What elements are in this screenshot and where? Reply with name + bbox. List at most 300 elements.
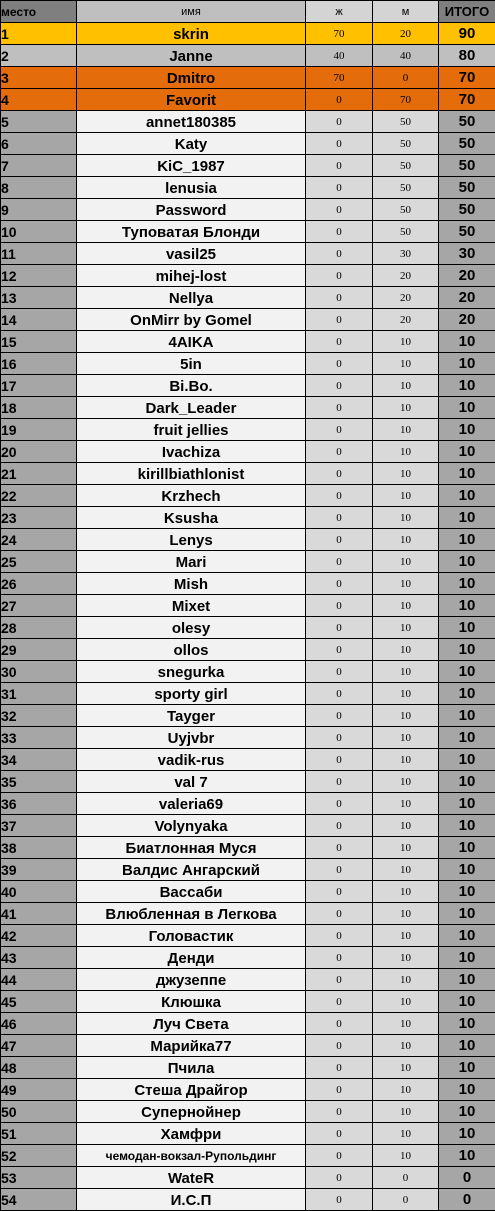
table-row [1, 221, 495, 243]
table-row [1, 375, 495, 397]
name-cell: Mixet [77, 595, 306, 617]
w-score-cell: 0 [306, 551, 373, 573]
m-score-cell: 10 [373, 661, 439, 683]
place-cell: 32 [1, 705, 77, 727]
table-row [1, 947, 495, 969]
table-row [1, 903, 495, 925]
name-cell: Mish [77, 573, 306, 595]
table-row [1, 199, 495, 221]
total-cell: 10 [439, 793, 495, 815]
m-score-cell: 10 [373, 1101, 439, 1123]
name-cell: Janne [77, 45, 306, 67]
name-cell: джузеппе [77, 969, 306, 991]
total-cell: 20 [439, 309, 495, 331]
header-w: ж [306, 1, 373, 23]
table-row [1, 265, 495, 287]
m-score-cell: 10 [373, 815, 439, 837]
name-cell: Ksusha [77, 507, 306, 529]
table-row [1, 1035, 495, 1057]
table-row [1, 1123, 495, 1145]
name-cell: Volynyaka [77, 815, 306, 837]
total-cell: 10 [439, 881, 495, 903]
w-score-cell: 0 [306, 969, 373, 991]
total-cell: 10 [439, 947, 495, 969]
w-score-cell: 0 [306, 661, 373, 683]
table-row [1, 859, 495, 881]
m-score-cell: 10 [373, 485, 439, 507]
table-row [1, 45, 495, 67]
m-score-cell: 10 [373, 331, 439, 353]
total-cell: 50 [439, 133, 495, 155]
total-cell: 10 [439, 925, 495, 947]
w-score-cell: 0 [306, 815, 373, 837]
w-score-cell: 0 [306, 639, 373, 661]
header-m: м [373, 1, 439, 23]
total-cell: 10 [439, 815, 495, 837]
m-score-cell: 10 [373, 463, 439, 485]
m-score-cell: 10 [373, 573, 439, 595]
results-body [1, 23, 495, 1211]
w-score-cell: 0 [306, 529, 373, 551]
place-cell: 41 [1, 903, 77, 925]
place-cell: 46 [1, 1013, 77, 1035]
w-score-cell: 0 [306, 441, 373, 463]
table-row [1, 925, 495, 947]
table-row [1, 639, 495, 661]
name-cell: Krzhech [77, 485, 306, 507]
name-cell: И.С.П [77, 1189, 306, 1211]
w-score-cell: 0 [306, 353, 373, 375]
place-cell: 34 [1, 749, 77, 771]
m-score-cell: 10 [373, 397, 439, 419]
w-score-cell: 0 [306, 1167, 373, 1189]
name-cell: Dmitro [77, 67, 306, 89]
name-cell: OnMirr by Gomel [77, 309, 306, 331]
total-cell: 10 [439, 1057, 495, 1079]
table-row [1, 177, 495, 199]
w-score-cell: 70 [306, 67, 373, 89]
total-cell: 10 [439, 485, 495, 507]
table-row [1, 727, 495, 749]
m-score-cell: 50 [373, 111, 439, 133]
total-cell: 10 [439, 375, 495, 397]
name-cell: snegurka [77, 661, 306, 683]
m-score-cell: 50 [373, 199, 439, 221]
name-cell: Пчила [77, 1057, 306, 1079]
table-row [1, 991, 495, 1013]
w-score-cell: 0 [306, 617, 373, 639]
name-cell: 4AIKA [77, 331, 306, 353]
place-cell: 18 [1, 397, 77, 419]
m-score-cell: 10 [373, 793, 439, 815]
place-cell: 48 [1, 1057, 77, 1079]
table-row [1, 441, 495, 463]
table-row [1, 771, 495, 793]
m-score-cell: 10 [373, 441, 439, 463]
w-score-cell: 0 [306, 375, 373, 397]
m-score-cell: 10 [373, 991, 439, 1013]
w-score-cell: 0 [306, 1101, 373, 1123]
total-cell: 10 [439, 639, 495, 661]
w-score-cell: 0 [306, 1035, 373, 1057]
w-score-cell: 0 [306, 947, 373, 969]
total-cell: 10 [439, 441, 495, 463]
w-score-cell: 0 [306, 177, 373, 199]
place-cell: 12 [1, 265, 77, 287]
m-score-cell: 10 [373, 1145, 439, 1167]
m-score-cell: 40 [373, 45, 439, 67]
name-cell: Lenys [77, 529, 306, 551]
place-cell: 25 [1, 551, 77, 573]
name-cell: val 7 [77, 771, 306, 793]
w-score-cell: 0 [306, 287, 373, 309]
total-cell: 10 [439, 463, 495, 485]
place-cell: 50 [1, 1101, 77, 1123]
name-cell: Денди [77, 947, 306, 969]
table-row [1, 1079, 495, 1101]
name-cell: Tayger [77, 705, 306, 727]
w-score-cell: 0 [306, 859, 373, 881]
place-cell: 47 [1, 1035, 77, 1057]
table-row [1, 331, 495, 353]
total-cell: 10 [439, 859, 495, 881]
place-cell: 3 [1, 67, 77, 89]
table-row [1, 89, 495, 111]
place-cell: 13 [1, 287, 77, 309]
total-cell: 50 [439, 177, 495, 199]
total-cell: 10 [439, 419, 495, 441]
place-cell: 40 [1, 881, 77, 903]
m-score-cell: 50 [373, 177, 439, 199]
m-score-cell: 20 [373, 287, 439, 309]
name-cell: Стеша Драйгор [77, 1079, 306, 1101]
place-cell: 51 [1, 1123, 77, 1145]
w-score-cell: 0 [306, 1189, 373, 1211]
place-cell: 26 [1, 573, 77, 595]
name-cell: Клюшка [77, 991, 306, 1013]
w-score-cell: 0 [306, 1079, 373, 1101]
place-cell: 5 [1, 111, 77, 133]
place-cell: 38 [1, 837, 77, 859]
place-cell: 29 [1, 639, 77, 661]
table-row [1, 419, 495, 441]
place-cell: 30 [1, 661, 77, 683]
name-cell: Влюбленная в Легкова [77, 903, 306, 925]
place-cell: 14 [1, 309, 77, 331]
place-cell: 23 [1, 507, 77, 529]
place-cell: 53 [1, 1167, 77, 1189]
table-row [1, 1167, 495, 1189]
name-cell: Dark_Leader [77, 397, 306, 419]
total-cell: 50 [439, 199, 495, 221]
total-cell: 0 [439, 1167, 495, 1189]
total-cell: 10 [439, 1123, 495, 1145]
place-cell: 24 [1, 529, 77, 551]
place-cell: 43 [1, 947, 77, 969]
m-score-cell: 0 [373, 1189, 439, 1211]
w-score-cell: 0 [306, 111, 373, 133]
total-cell: 10 [439, 991, 495, 1013]
place-cell: 54 [1, 1189, 77, 1211]
m-score-cell: 10 [373, 595, 439, 617]
w-score-cell: 0 [306, 419, 373, 441]
m-score-cell: 10 [373, 551, 439, 573]
name-cell: Bi.Bo. [77, 375, 306, 397]
w-score-cell: 40 [306, 45, 373, 67]
name-cell: Вассаби [77, 881, 306, 903]
total-cell: 10 [439, 683, 495, 705]
table-row [1, 793, 495, 815]
place-cell: 4 [1, 89, 77, 111]
place-cell: 45 [1, 991, 77, 1013]
total-cell: 80 [439, 45, 495, 67]
total-cell: 0 [439, 1189, 495, 1211]
name-cell: Супернойнер [77, 1101, 306, 1123]
name-cell: kirillbiathlonist [77, 463, 306, 485]
table-row [1, 287, 495, 309]
table-row [1, 67, 495, 89]
total-cell: 10 [439, 969, 495, 991]
total-cell: 10 [439, 661, 495, 683]
m-score-cell: 10 [373, 683, 439, 705]
table-row [1, 661, 495, 683]
total-cell: 10 [439, 529, 495, 551]
w-score-cell: 0 [306, 771, 373, 793]
m-score-cell: 10 [373, 705, 439, 727]
w-score-cell: 0 [306, 397, 373, 419]
total-cell: 50 [439, 111, 495, 133]
w-score-cell: 0 [306, 507, 373, 529]
w-score-cell: 0 [306, 155, 373, 177]
place-cell: 49 [1, 1079, 77, 1101]
w-score-cell: 0 [306, 683, 373, 705]
total-cell: 10 [439, 705, 495, 727]
total-cell: 10 [439, 749, 495, 771]
w-score-cell: 0 [306, 837, 373, 859]
table-row [1, 1013, 495, 1035]
place-cell: 21 [1, 463, 77, 485]
name-cell: Хамфри [77, 1123, 306, 1145]
name-cell: чемодан-вокзал-Рупольдинг [77, 1145, 306, 1167]
place-cell: 28 [1, 617, 77, 639]
name-cell: sporty girl [77, 683, 306, 705]
table-row [1, 1189, 495, 1211]
total-cell: 10 [439, 551, 495, 573]
name-cell: Туповатая Блонди [77, 221, 306, 243]
place-cell: 15 [1, 331, 77, 353]
w-score-cell: 0 [306, 199, 373, 221]
total-cell: 30 [439, 243, 495, 265]
table-row [1, 485, 495, 507]
name-cell: ollos [77, 639, 306, 661]
total-cell: 10 [439, 727, 495, 749]
m-score-cell: 20 [373, 23, 439, 45]
m-score-cell: 0 [373, 1167, 439, 1189]
name-cell: Биатлонная Муся [77, 837, 306, 859]
m-score-cell: 10 [373, 749, 439, 771]
m-score-cell: 10 [373, 727, 439, 749]
place-cell: 20 [1, 441, 77, 463]
place-cell: 9 [1, 199, 77, 221]
place-cell: 27 [1, 595, 77, 617]
place-cell: 16 [1, 353, 77, 375]
total-cell: 10 [439, 507, 495, 529]
table-row [1, 881, 495, 903]
name-cell: skrin [77, 23, 306, 45]
name-cell: Марийка77 [77, 1035, 306, 1057]
w-score-cell: 0 [306, 1057, 373, 1079]
m-score-cell: 10 [373, 529, 439, 551]
table-row [1, 749, 495, 771]
w-score-cell: 0 [306, 265, 373, 287]
m-score-cell: 10 [373, 353, 439, 375]
w-score-cell: 0 [306, 925, 373, 947]
w-score-cell: 0 [306, 221, 373, 243]
total-cell: 20 [439, 265, 495, 287]
m-score-cell: 10 [373, 1123, 439, 1145]
table-row [1, 529, 495, 551]
table-row [1, 397, 495, 419]
m-score-cell: 50 [373, 133, 439, 155]
total-cell: 10 [439, 1101, 495, 1123]
name-cell: Головастик [77, 925, 306, 947]
m-score-cell: 10 [373, 925, 439, 947]
w-score-cell: 0 [306, 793, 373, 815]
name-cell: Katy [77, 133, 306, 155]
place-cell: 31 [1, 683, 77, 705]
name-cell: Favorit [77, 89, 306, 111]
table-row [1, 1101, 495, 1123]
m-score-cell: 10 [373, 837, 439, 859]
name-cell: KiC_1987 [77, 155, 306, 177]
m-score-cell: 10 [373, 639, 439, 661]
w-score-cell: 0 [306, 463, 373, 485]
m-score-cell: 50 [373, 221, 439, 243]
name-cell: vasil25 [77, 243, 306, 265]
m-score-cell: 10 [373, 903, 439, 925]
m-score-cell: 10 [373, 947, 439, 969]
place-cell: 17 [1, 375, 77, 397]
name-cell: WateR [77, 1167, 306, 1189]
header-name: имя [77, 1, 306, 23]
total-cell: 10 [439, 1035, 495, 1057]
name-cell: Луч Света [77, 1013, 306, 1035]
total-cell: 10 [439, 837, 495, 859]
table-row [1, 551, 495, 573]
m-score-cell: 10 [373, 859, 439, 881]
m-score-cell: 10 [373, 969, 439, 991]
w-score-cell: 0 [306, 727, 373, 749]
table-row [1, 1145, 495, 1167]
w-score-cell: 0 [306, 881, 373, 903]
m-score-cell: 70 [373, 89, 439, 111]
place-cell: 11 [1, 243, 77, 265]
total-cell: 90 [439, 23, 495, 45]
name-cell: valeria69 [77, 793, 306, 815]
total-cell: 20 [439, 287, 495, 309]
m-score-cell: 10 [373, 1013, 439, 1035]
place-cell: 39 [1, 859, 77, 881]
w-score-cell: 0 [306, 705, 373, 727]
m-score-cell: 20 [373, 309, 439, 331]
table-row [1, 507, 495, 529]
table-row [1, 815, 495, 837]
table-row [1, 837, 495, 859]
place-cell: 2 [1, 45, 77, 67]
m-score-cell: 10 [373, 1035, 439, 1057]
table-row [1, 617, 495, 639]
place-cell: 37 [1, 815, 77, 837]
m-score-cell: 20 [373, 265, 439, 287]
header-row [1, 1, 495, 23]
m-score-cell: 30 [373, 243, 439, 265]
total-cell: 10 [439, 1145, 495, 1167]
m-score-cell: 50 [373, 155, 439, 177]
table-row [1, 705, 495, 727]
total-cell: 10 [439, 771, 495, 793]
w-score-cell: 0 [306, 595, 373, 617]
name-cell: Uyjvbr [77, 727, 306, 749]
name-cell: Mari [77, 551, 306, 573]
name-cell: 5in [77, 353, 306, 375]
place-cell: 6 [1, 133, 77, 155]
table-row [1, 969, 495, 991]
total-cell: 10 [439, 397, 495, 419]
m-score-cell: 10 [373, 1079, 439, 1101]
total-cell: 10 [439, 1013, 495, 1035]
header-total: ИТОГО [439, 1, 495, 23]
table-row [1, 353, 495, 375]
table-row [1, 155, 495, 177]
m-score-cell: 10 [373, 375, 439, 397]
m-score-cell: 10 [373, 419, 439, 441]
name-cell: lenusia [77, 177, 306, 199]
table-row [1, 309, 495, 331]
place-cell: 10 [1, 221, 77, 243]
m-score-cell: 10 [373, 881, 439, 903]
name-cell: Ivachiza [77, 441, 306, 463]
place-cell: 19 [1, 419, 77, 441]
name-cell: vadik-rus [77, 749, 306, 771]
place-cell: 1 [1, 23, 77, 45]
name-cell: mihej-lost [77, 265, 306, 287]
total-cell: 70 [439, 67, 495, 89]
table-row [1, 133, 495, 155]
place-cell: 33 [1, 727, 77, 749]
w-score-cell: 0 [306, 1013, 373, 1035]
w-score-cell: 0 [306, 243, 373, 265]
w-score-cell: 0 [306, 991, 373, 1013]
w-score-cell: 0 [306, 309, 373, 331]
w-score-cell: 0 [306, 573, 373, 595]
total-cell: 10 [439, 331, 495, 353]
place-cell: 22 [1, 485, 77, 507]
w-score-cell: 70 [306, 23, 373, 45]
total-cell: 50 [439, 155, 495, 177]
place-cell: 7 [1, 155, 77, 177]
place-cell: 52 [1, 1145, 77, 1167]
m-score-cell: 10 [373, 1057, 439, 1079]
total-cell: 10 [439, 353, 495, 375]
name-cell: olesy [77, 617, 306, 639]
total-cell: 10 [439, 617, 495, 639]
total-cell: 10 [439, 903, 495, 925]
total-cell: 10 [439, 573, 495, 595]
name-cell: fruit jellies [77, 419, 306, 441]
total-cell: 10 [439, 1079, 495, 1101]
table-row [1, 573, 495, 595]
name-cell: Валдис Ангарский [77, 859, 306, 881]
